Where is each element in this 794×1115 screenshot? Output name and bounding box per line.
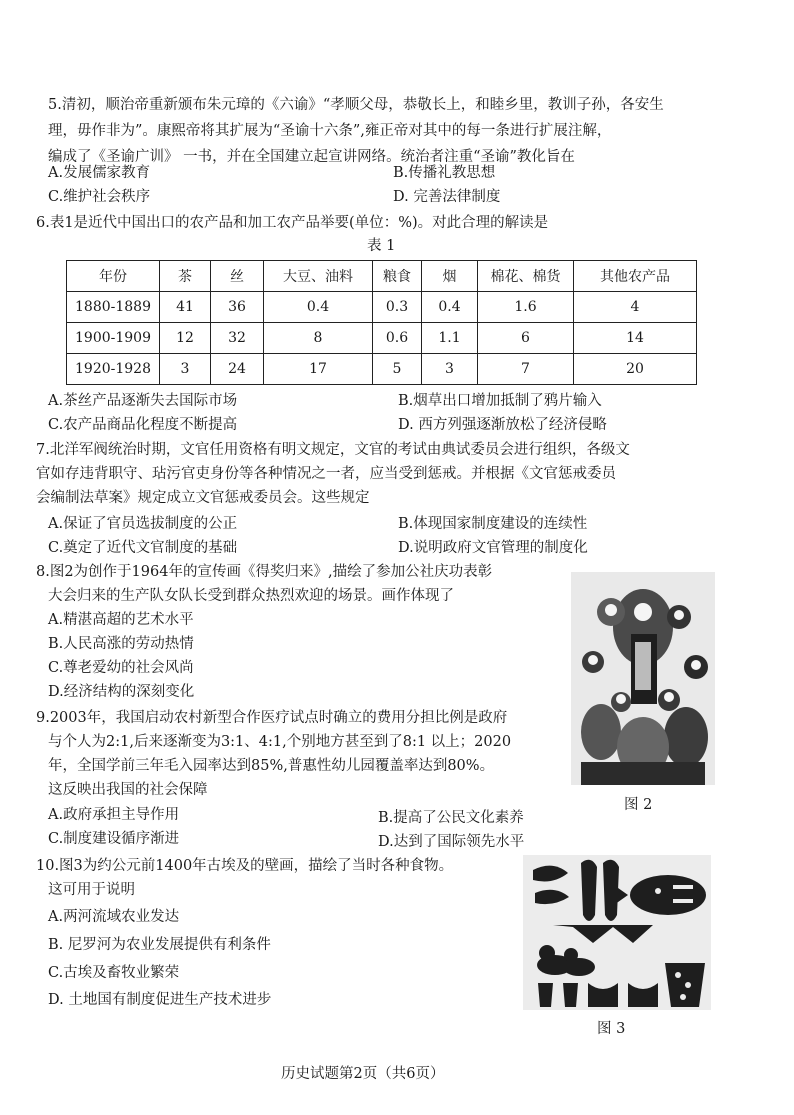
q5-line-1: 5.清初，顺治帝重新颁布朱元璋的《六谕》“孝顺父母，恭敬长上，和睦乡里，教训子孙，各安生 [48,97,664,113]
table-cell: 8 [264,323,373,354]
q9-line-2: 与个人为2:1,后来逐渐变为3:1、4:1,个别地方甚至到了8:1 以上；2020 [48,734,512,750]
q6-option-a[interactable]: A.茶丝产品逐渐失去国际市场 [48,393,238,409]
q5-option-a[interactable]: A.发展儒家教育 [48,165,151,181]
table-cell: 36 [211,292,264,323]
table-cell: 7 [478,354,574,385]
table-header-cell: 烟 [422,261,478,292]
q9-line-4: 这反映出我国的社会保障 [48,782,208,798]
table-header-cell: 年份 [67,261,160,292]
q5-option-c[interactable]: C.维护社会秩序 [48,189,151,205]
table-row [67,323,697,354]
table-cell: 20 [574,354,697,385]
q9-option-b[interactable]: B.提高了公民文化素养 [378,810,524,826]
table-cell: 1.1 [422,323,478,354]
table-cell: 1880-1889 [67,292,160,323]
q8-option-a[interactable]: A.精湛高超的艺术水平 [48,612,194,628]
q8-option-d[interactable]: D.经济结构的深刻变化 [48,684,195,700]
q10-line-1: 10.图3为约公元前1400年古埃及的壁画，描绘了当时各种食物。 [36,858,454,874]
table-header-cell: 其他农产品 [574,261,697,292]
table-cell: 1900-1909 [67,323,160,354]
table-cell: 0.4 [422,292,478,323]
q9-line-1: 9.2003年，我国启动农村新型合作医疗试点时确立的费用分担比例是政府 [36,710,508,726]
q10-option-c[interactable]: C.古埃及畜牧业繁荣 [48,965,180,981]
table-row [67,292,697,323]
q7-option-b[interactable]: B.体现国家制度建设的连续性 [398,516,588,532]
q8-option-c[interactable]: C.尊老爱幼的社会风尚 [48,660,194,676]
table-cell: 0.6 [373,323,422,354]
q6-option-c[interactable]: C.农产品商品化程度不断提高 [48,417,238,433]
q9-option-d[interactable]: D.达到了国际领先水平 [378,834,525,850]
q6-stem: 6.表1是近代中国出口的农产品和加工农产品举要(单位：%)。对此合理的解读是 [36,215,549,231]
table-cell: 6 [478,323,574,354]
q6-option-d[interactable]: D. 西方列强逐渐放松了经济侵略 [398,417,607,433]
table-header-row [67,261,697,292]
table-header-cell: 丝 [211,261,264,292]
table-cell: 17 [264,354,373,385]
q10-option-b[interactable]: B. 尼罗河为农业发展提供有利条件 [48,937,271,953]
q8-line-2: 大会归来的生产队女队长受到群众热烈欢迎的场景。画作体现了 [48,588,454,604]
table-cell: 12 [160,323,211,354]
q5-line-2: 理，毋作非为”。康熙帝将其扩展为“圣谕十六条”,雍正帝对其中的每一条进行扩展注解， [48,123,612,139]
q8-option-b[interactable]: B.人民高涨的劳动热情 [48,636,194,652]
table-header-cell: 大豆、油料 [264,261,373,292]
table-row [67,354,697,385]
table-cell: 3 [422,354,478,385]
table-cell: 14 [574,323,697,354]
q10-option-d[interactable]: D. 土地国有制度促进生产技术进步 [48,992,272,1008]
table-cell: 41 [160,292,211,323]
q8-line-1: 8.图2为创作于1964年的宣传画《得奖归来》,描绘了参加公社庆功表彰 [36,564,493,580]
table-cell: 4 [574,292,697,323]
q7-option-d[interactable]: D.说明政府文官管理的制度化 [398,540,588,556]
table-cell: 5 [373,354,422,385]
table-title: 表 1 [367,238,396,254]
mural-illustration [523,855,711,1010]
table-header-cell: 茶 [160,261,211,292]
figure-3-mural [523,855,711,1010]
q6-option-b[interactable]: B.烟草出口增加抵制了鸦片输入 [398,393,602,409]
q9-option-a[interactable]: A.政府承担主导作用 [48,807,180,823]
figure-2-painting [571,572,715,785]
table-cell: 24 [211,354,264,385]
q7-line-3: 会编制法草案》规定成立文官惩戒委员会。这些规定 [36,490,370,506]
table-cell: 3 [160,354,211,385]
table-cell: 32 [211,323,264,354]
q7-option-a[interactable]: A.保证了官员选拔制度的公正 [48,516,238,532]
page-footer: 历史试题第2页（共6页） [281,1066,445,1082]
q7-line-1: 7.北洋军阀统治时期，文官任用资格有明文规定，文官的考试由典试委员会进行组织，各级文 [36,442,630,458]
q9-line-3: 年，全国学前三年毛入园率达到85%,普惠性幼儿园覆盖率达到80%。 [48,758,495,774]
painting-illustration [571,572,715,785]
q7-line-2: 官如存违背职守、玷污官吏身份等各种情况之一者，应当受到惩戒。并根据《文官惩戒委员 [36,466,616,482]
q5-line-3: 编成了《圣谕广训》 一书，并在全国建立起宣讲网络。统治者注重“圣谕”教化旨在 [48,149,575,165]
table-header-cell: 粮食 [373,261,422,292]
q7-option-c[interactable]: C.奠定了近代文官制度的基础 [48,540,238,556]
table-header-cell: 棉花、棉货 [478,261,574,292]
q10-line-2: 这可用于说明 [48,882,135,898]
q9-option-c[interactable]: C.制度建设循序渐进 [48,831,180,847]
table-cell: 0.4 [264,292,373,323]
q10-option-a[interactable]: A.两河流域农业发达 [48,909,180,925]
figure-2-caption: 图 2 [624,797,653,813]
export-table [66,260,697,385]
q5-option-d[interactable]: D. 完善法律制度 [393,189,501,205]
figure-3-caption: 图 3 [597,1021,626,1037]
table-cell: 0.3 [373,292,422,323]
table-cell: 1920-1928 [67,354,160,385]
q5-option-b[interactable]: B.传播礼教思想 [393,165,496,181]
table-cell: 1.6 [478,292,574,323]
